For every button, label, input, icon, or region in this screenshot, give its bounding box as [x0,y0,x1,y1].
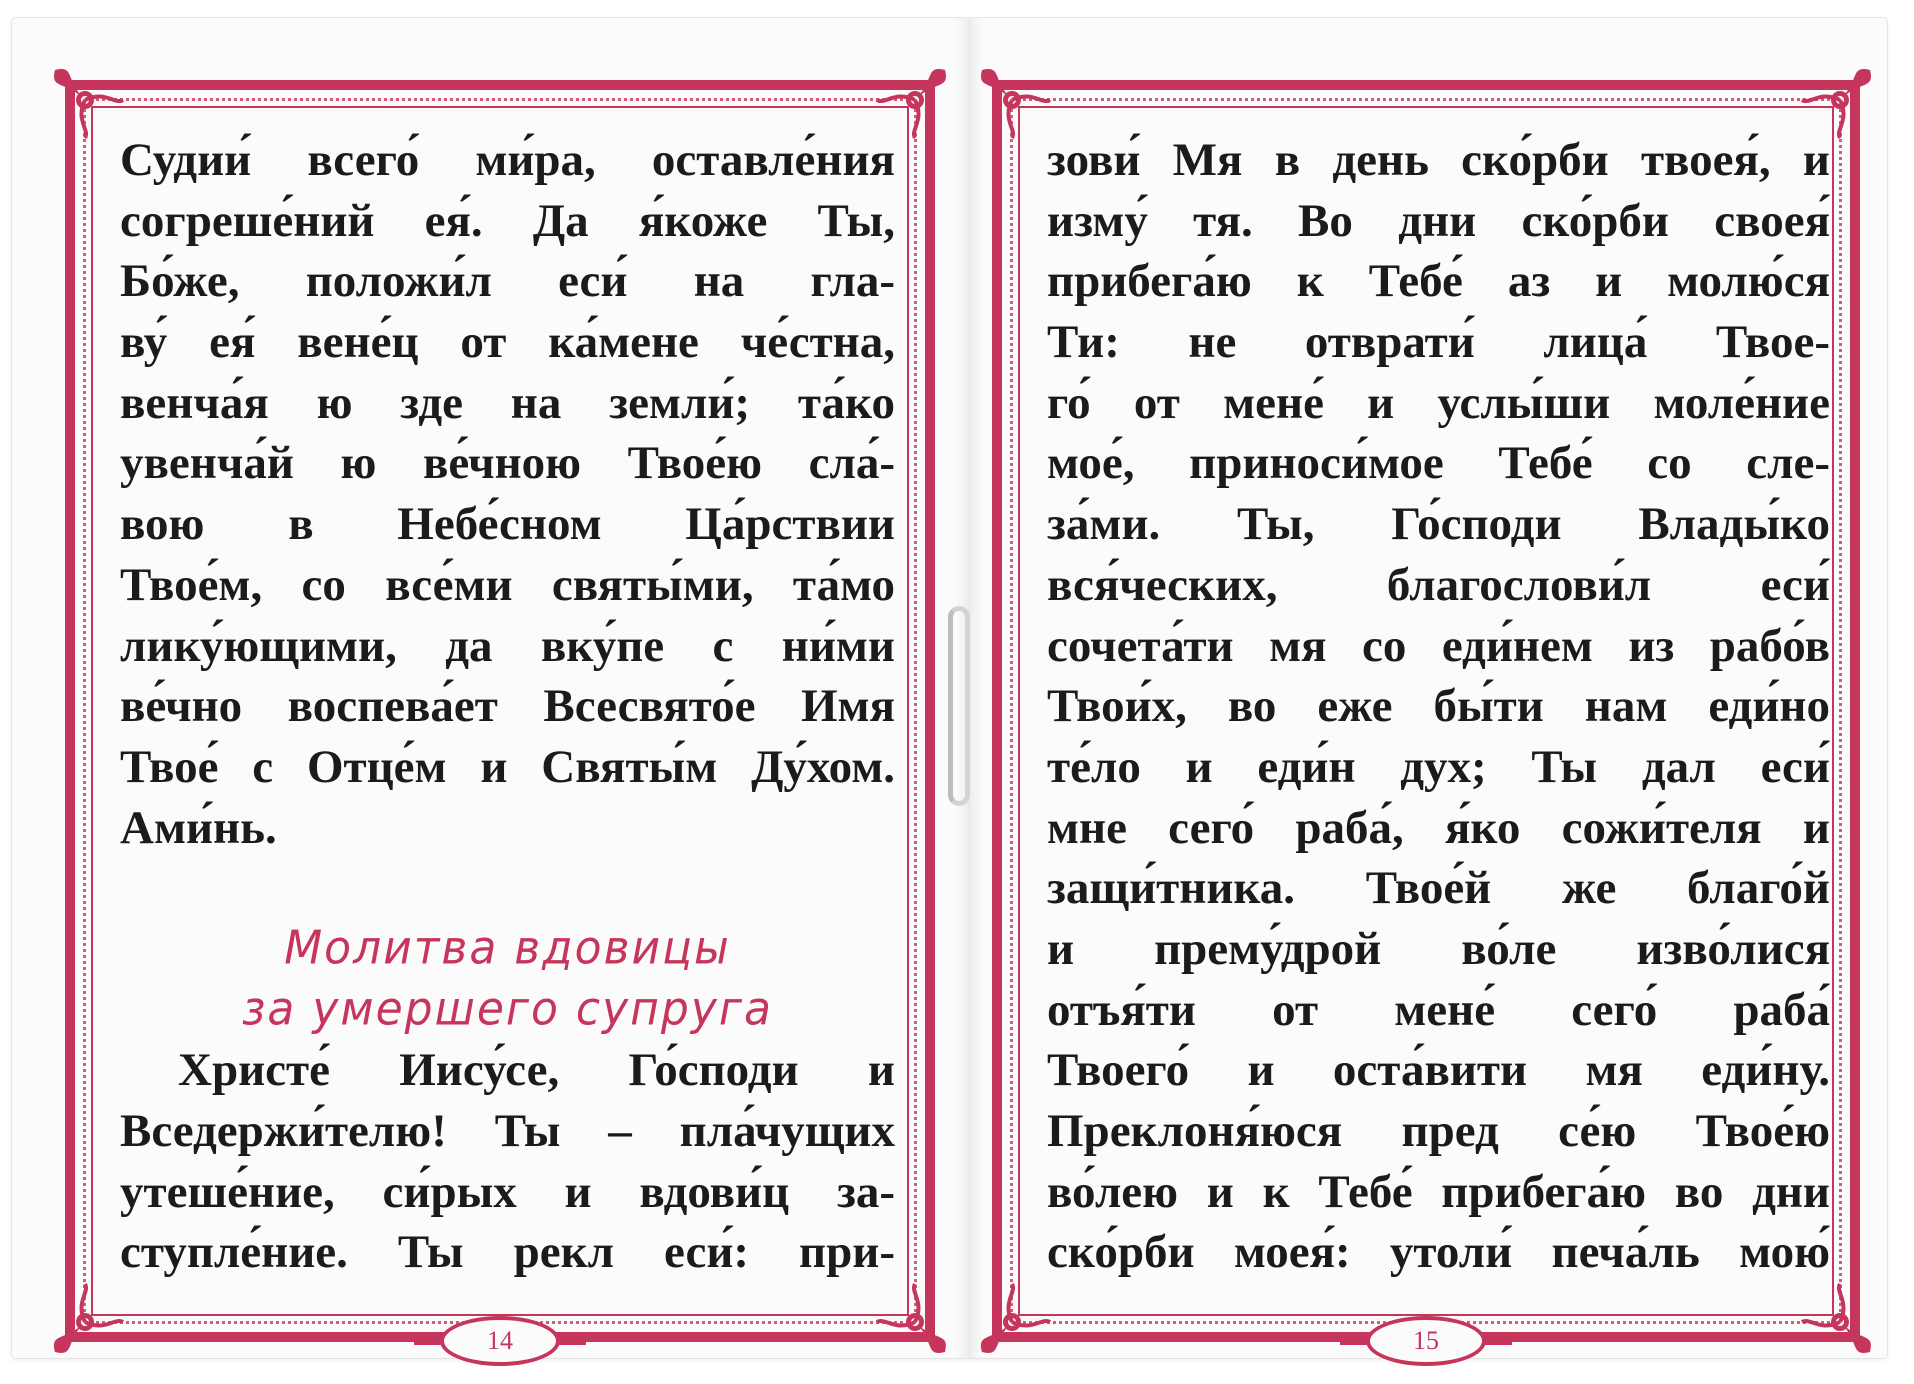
corner-ornament-icon [45,1282,125,1362]
text-line: Ами́нь. [120,801,277,854]
corner-ornament-icon [1800,60,1880,140]
text-line: отъя́ти от мене́ сего́ раба́ [1047,983,1830,1036]
prayer-heading-line-1: Молитва вдовицы [284,921,731,976]
text-line: Бо́же, положи́л еси́ на гла- [120,255,895,308]
text-line: лику́ющими, да вку́пе с ни́ми [120,619,895,672]
text-line: и прему́дрой во́ле изво́лися [1047,922,1830,975]
text-line: защи́тника. Твое́й же благо́й [1047,862,1830,915]
corner-ornament-icon [972,60,1052,140]
text-line: согреше́ний ея́. Да я́коже Ты, [120,194,895,247]
text-line: венча́я ю зде на земли́; та́ко [120,376,895,429]
left-page-text [120,130,895,1283]
text-line: ву́ ея́ вене́ц от ка́мене че́стна, [120,316,895,369]
left-page [65,80,935,1355]
text-line: ве́чно воспева́ет Всесвято́е Имя [120,680,895,733]
corner-ornament-icon [972,1282,1052,1362]
text-line: вою в Небе́сном Ца́рствии [120,498,895,551]
text-line: Преклоня́юся пред се́ю Твое́ю [1047,1105,1830,1157]
text-line: за́ми. Ты, Го́споди Влады́ко [1047,498,1830,551]
text-line: изму́ тя. Во дни ско́рби своея́ [1047,194,1830,247]
text-line: во́лею и к Тебе́ прибега́ю во дни [1047,1165,1830,1218]
page-number: 14 [440,1316,560,1366]
text-line: сочета́ти мя со еди́нем из рабо́в [1047,619,1830,672]
text-line: Ти: не отврати́ лица́ Твое- [1047,316,1830,369]
corner-ornament-icon [45,60,125,140]
text-line: го́ от мене́ и услы́ши моле́ние [1047,376,1830,429]
text-line: Твое́ с Отце́м и Святы́м Ду́хом. [120,740,895,793]
spacer [120,858,895,919]
text-line: Судии́ всего́ ми́ра, оставле́ния [120,134,895,186]
text-line: ступле́ние. Ты рекл еси́: при- [120,1226,895,1279]
text-line: Твои́х, во еже бы́ти нам еди́но [1047,680,1830,733]
corner-ornament-icon [875,60,955,140]
text-line: Христе́ Иису́се, Го́споди и [178,1044,895,1097]
text-line: Твоего́ и оста́вити мя еди́ну. [1047,1044,1830,1097]
text-line: утеше́ние, си́рых и вдови́ц за- [120,1165,895,1218]
corner-ornament-icon [1800,1282,1880,1362]
corner-ornament-icon [875,1282,955,1362]
right-page [992,80,1860,1355]
text-line: Вседержи́телю! Ты – пла́чущих [120,1105,895,1157]
text-line: увенча́й ю ве́чною Твое́ю сла́- [120,437,895,490]
page-number: 15 [1366,1316,1486,1366]
text-line: те́ло и еди́н дух; Ты дал еси́ [1047,740,1830,793]
text-line: зови́ Мя в день ско́рби твоея́, и [1047,134,1830,186]
staple [948,606,970,806]
text-line: прибега́ю к Тебе́ аз и молю́ся [1047,255,1830,308]
right-page-text [1047,130,1830,1283]
text-line: мое́, приноси́мое Тебе́ со сле- [1047,437,1830,490]
prayer-heading-line-2: за умершего супруга [242,982,773,1036]
text-line: мне сего́ раба́, я́ко сожи́теля и [1047,801,1830,854]
text-line: Твое́м, со все́ми святы́ми, та́мо [120,558,895,611]
text-line: вся́ческих, благослови́л еси́ [1047,558,1830,611]
text-line: ско́рби моея́: утоли́ печа́ль мою́ [1047,1226,1830,1279]
open-booklet [12,18,1887,1358]
